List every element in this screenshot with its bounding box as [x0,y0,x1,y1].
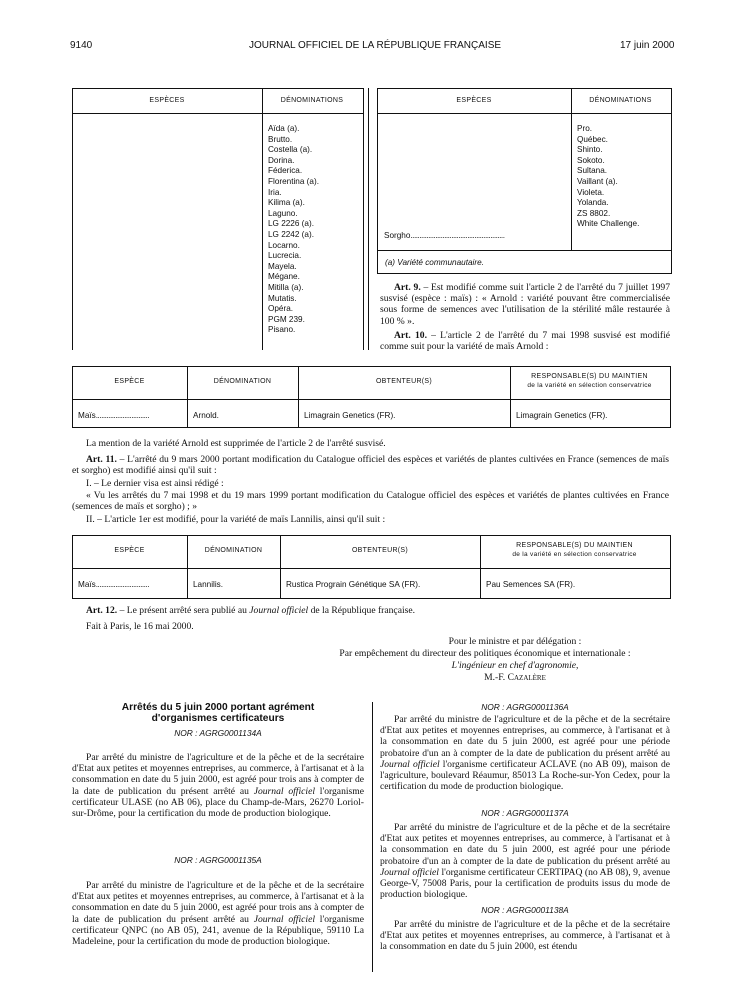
issue-date: 17 juin 2000 [620,40,675,51]
right-col-names-header: DÉNOMINATIONS [589,97,652,104]
variety-name: Laguno. [268,208,298,218]
variety-name: Shinto. [577,145,603,155]
t2-breeder: Limagrain Genetics (FR). [304,411,396,420]
nor-5: NOR : AGRG0001138A [481,905,569,915]
variety-name: PGM 239. [268,314,305,324]
left-col-species-header: ESPÈCES [149,97,185,104]
t3-col-breeder: OBTENTEUR(S) [351,547,409,554]
t3-name: Lannilis. [193,580,224,589]
decree-3: Par arrêté du ministre de l'agriculture et de la pêche et de la secrétaire d'Etat aux petites et moyennes entreprises, au commerce, à l'artisanat et à la consommation en date du 5 juin 2000, est agréé pour une période probatoire d'un an à compter de la date de publication du présent arrêté au Journal officiel l'organisme certificateur ACLAVE (no AB 09), maison de l'agriculture, boulevard Réaumur, 85013 La Roche-sur-Yon Cedex, pour la certification du mode de production biologique. [380,714,670,793]
right-col-species-header: ESPÈCES [456,97,492,104]
t3-responsible: Pau Semences SA (FR). [486,580,576,589]
variety-name: Vaillant (a). [577,176,618,186]
variety-name: Iria. [268,187,282,197]
left-variety-list [268,124,319,336]
left-col-names-header: DÉNOMINATIONS [280,97,344,104]
t3-col-responsible: RESPONSABLE(S) DU MAINTIEN [516,542,633,549]
variety-name: Mutatis. [268,293,297,303]
nor-3: NOR : AGRG0001136A [481,702,569,712]
species-table-left [72,88,364,350]
article-11-item-2: II. – L'article 1er est modifié, pour la variété de maïs Lannilis, ainsi qu'il suit : [86,514,386,525]
journal-title: JOURNAL OFFICIEL DE LA RÉPUBLIQUE FRANÇAISE [248,40,502,51]
variety-name: Mégane. [268,272,300,282]
variety-name: Sokoto. [577,155,605,165]
t3-breeder: Rustica Prograin Génétique SA (FR). [286,580,421,589]
variety-name: LG 2226 (a). [268,219,314,229]
nor-1: NOR : AGRG0001134A [174,728,262,738]
variety-name: Opéra. [268,304,294,314]
section-title: Arrêtés du 5 juin 2000 portant agrément d'organismes certificateurs [121,702,315,724]
variety-name: Florentina (a). [268,176,319,186]
variety-name: White Challenge. [577,219,640,229]
decree-2: Par arrêté du ministre de l'agriculture et de la pêche et de la secrétaire d'Etat aux petites et moyennes entreprises, au commerce, à l'artisanat et à la consommation en date du 5 juin 2000, est agréé pour trois ans à compter de la date de publication du présent arrêté au Journal officiel l'organisme certificateur QNPC (no AB 05), 241, avenue de la République, 59110 La Madeleine, pour la certification du mode de production biologique. [72,880,364,948]
article-9: Art. 9. – Est modifié comme suit l'article 2 de l'arrêté du 7 juillet 1997 susvisé (espèce : maïs) : « Arnold : variété pouvant être commercialisée sous forme de semences avec l'utilisation de la stérilité mâle restaurée à 100 % ». [380,282,670,327]
t2-col-responsible-sub: de la variété en sélection conservatrice [527,382,652,389]
t2-species: Maïs.............................. [78,411,149,420]
article-11-quote: « Vu les arrêtés du 7 mai 1998 et du 19 mars 1999 portant modification du Catalogue officiel des espèces et variétés de plantes cultivées en France (semences de maïs et sorgho) ; » [72,490,669,513]
decree-4: Par arrêté du ministre de l'agriculture et de la pêche et de la secrétaire d'Etat aux petites et moyennes entreprises, au commerce, à l'artisanat et à la consommation en date du 5 juin 2000, est agréé pour une période probatoire d'un an à compter de la date de publication du présent arrêté au Journal officiel l'organisme certificateur CERTIPAQ (no AB 08), 9, avenue George-V, 75008 Paris, pour la certification de produits issus du mode de production biologique. [380,822,670,901]
variety-name: Aïda (a). [268,124,300,133]
t3-col-name: DÉNOMINATION [204,547,263,554]
variety-name: Yolanda. [577,198,609,208]
variety-name: ZS 8802. [577,208,611,218]
variety-name: Féderica. [268,166,303,176]
signature-line-2: Par empêchement du directeur des politiques économique et internationale : [339,648,631,659]
t3-col-species: ESPÈCE [114,547,145,554]
right-variety-list [577,124,639,230]
para-arnold-removed: La mention de la variété Arnold est supprimée de l'article 2 de l'arrêté susvisé. [86,438,386,449]
t2-responsible: Limagrain Genetics (FR). [516,411,608,420]
variety-name: Québec. [577,134,608,144]
variety-name: Pro. [577,124,593,133]
t3-col-responsible-sub: de la variété en sélection conservatrice [512,551,637,558]
article-12: Art. 12. – Le présent arrêté sera publié au Journal officiel de la République française. [86,605,416,616]
t2-col-responsible: RESPONSABLE(S) DU MAINTIEN [531,373,648,380]
t3-species: Maïs.............................. [78,580,149,589]
decree-1: Par arrêté du ministre de l'agriculture et de la pêche et de la secrétaire d'Etat aux petites et moyennes entreprises, au commerce, à l'artisanat et à la consommation en date du 5 juin 2000, est agréé pour trois ans à compter de la date de publication du présent arrêté au Journal officiel l'organisme certificateur ULASE (no AB 06), place du Champ-de-Mars, 26270 Loriol-sur-Drôme, pour la certification du mode de production biologique. [72,752,364,820]
t2-col-breeder: OBTENTEUR(S) [375,378,433,385]
article-11: Art. 11. – L'arrêté du 9 mars 2000 portant modification du Catalogue officiel des espèces et variétés de plantes cultivées en France (semences de maïs et sorgho) est modifié ainsi qu'il suit : [72,454,669,477]
variety-name: Kilima (a). [268,198,305,208]
decree-5: Par arrêté du ministre de l'agriculture et de la pêche et de la secrétaire d'Etat aux petites et moyennes entreprises, au commerce, à l'artisanat et à la consommation en date du 5 juin 2000, est étendu [380,919,670,953]
nor-4: NOR : AGRG0001137A [481,808,569,818]
t2-name: Arnold. [193,411,219,420]
page-number: 9140 [70,40,93,51]
t2-col-name: DÉNOMINATION [213,378,272,385]
variety-name: Costella (a). [268,145,313,155]
signature-name: M.-F. Cazalère [484,672,546,683]
footnote-community-variety: (a) Variété communautaire. [385,258,484,267]
article-11-item-1: I. – Le dernier visa est ainsi rédigé : [86,478,224,489]
t2-col-species: ESPÈCE [114,378,145,385]
signature-line-1: Pour le ministre et par délégation : [448,636,582,647]
variety-name: Mitilla (a). [268,282,304,292]
variety-name: Violeta. [577,187,605,197]
variety-name: LG 2242 (a). [268,229,314,239]
variety-name: Sultana. [577,166,608,176]
variety-name: Lucrecia. [268,251,302,261]
variety-name: Mayela. [268,261,297,271]
variety-name: Locarno. [268,240,300,250]
variety-name: Brutto. [268,134,293,144]
species-sorgho: Sorgho..................................................... [384,231,505,240]
signed-place-date: Fait à Paris, le 16 mai 2000. [86,621,194,632]
article-10: Art. 10. – L'article 2 de l'arrêté du 7 mai 1998 susvisé est modifié comme suit pour la variété de maïs Arnold : [380,330,671,353]
variety-name: Dorina. [268,155,295,165]
nor-2: NOR : AGRG0001135A [174,855,262,865]
variety-name: Pisano. [268,325,296,335]
signature-line-3: L'ingénieur en chef d'agronomie, [451,660,579,671]
